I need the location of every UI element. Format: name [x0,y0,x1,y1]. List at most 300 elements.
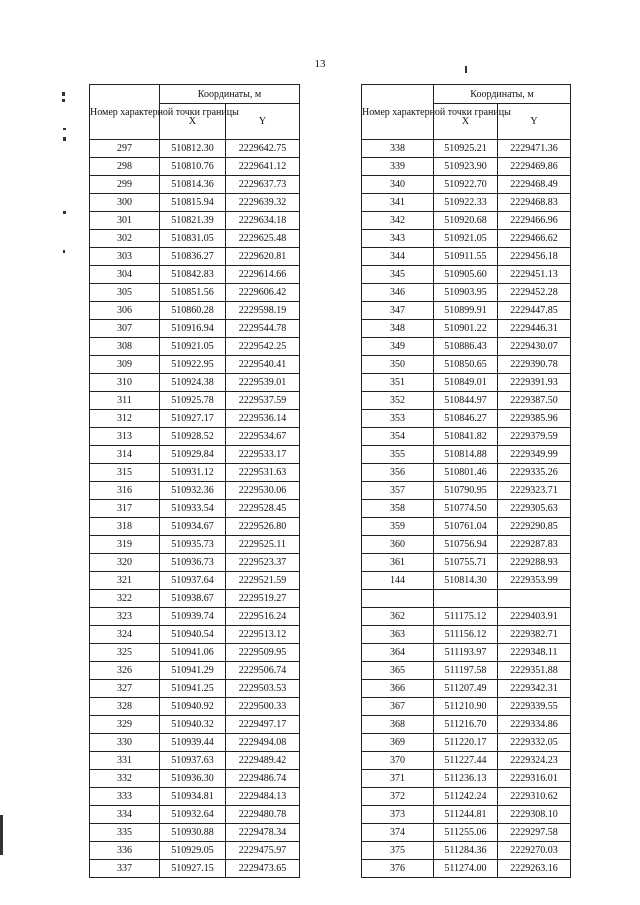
point-number-cell: 300 [90,194,160,212]
y-coordinate-cell: 2229447.85 [498,302,571,320]
y-coordinate-cell: 2229379.59 [498,428,571,446]
point-number-cell: 346 [362,284,434,302]
y-coordinate-cell: 2229351.88 [498,662,571,680]
coordinates-table-left [89,84,300,878]
x-coordinate-cell: 510903.95 [434,284,498,302]
x-coordinate-cell: 511236.13 [434,770,498,788]
x-coordinate-cell: 510938.67 [160,590,226,608]
header-x: X [160,104,226,140]
y-coordinate-cell: 2229323.71 [498,482,571,500]
scan-mark [62,92,65,96]
scan-mark [63,128,66,130]
table-row [90,824,300,842]
x-coordinate-cell: 511274.00 [434,860,498,878]
table-row [362,842,571,860]
y-coordinate-cell [498,590,571,608]
y-coordinate-cell: 2229475.97 [226,842,300,860]
table-row [90,194,300,212]
header-coordinates: Координаты, м [160,85,300,104]
x-coordinate-cell: 510927.17 [160,410,226,428]
y-coordinate-cell: 2229489.42 [226,752,300,770]
point-number-cell: 357 [362,482,434,500]
table-row [90,770,300,788]
point-number-cell: 361 [362,554,434,572]
table-row [362,824,571,842]
y-coordinate-cell: 2229385.96 [498,410,571,428]
x-coordinate-cell: 510934.81 [160,788,226,806]
point-number-cell: 354 [362,428,434,446]
point-number-cell: 368 [362,716,434,734]
y-coordinate-cell: 2229288.93 [498,554,571,572]
table-row [362,806,571,824]
y-coordinate-cell: 2229521.59 [226,572,300,590]
y-coordinate-cell: 2229342.31 [498,680,571,698]
x-coordinate-cell: 510935.73 [160,536,226,554]
x-coordinate-cell: 511242.24 [434,788,498,806]
y-coordinate-cell: 2229339.55 [498,698,571,716]
point-number-cell: 337 [90,860,160,878]
table-row [362,158,571,176]
page-number: 13 [314,58,326,70]
x-coordinate-cell: 510929.05 [160,842,226,860]
y-coordinate-cell: 2229382.71 [498,626,571,644]
table-row [90,320,300,338]
table-row [362,662,571,680]
y-coordinate-cell: 2229391.93 [498,374,571,392]
table-row [362,752,571,770]
x-coordinate-cell: 510924.38 [160,374,226,392]
header-coordinates: Координаты, м [434,85,571,104]
point-number-cell: 358 [362,500,434,518]
table-row [362,464,571,482]
point-number-cell: 351 [362,374,434,392]
table-row [90,698,300,716]
y-coordinate-cell: 2229466.62 [498,230,571,248]
point-number-cell: 309 [90,356,160,374]
x-coordinate-cell: 511227.44 [434,752,498,770]
y-coordinate-cell: 2229387.50 [498,392,571,410]
table-row [90,644,300,662]
point-number-cell: 324 [90,626,160,644]
x-coordinate-cell: 510801.46 [434,464,498,482]
x-coordinate-cell: 510939.44 [160,734,226,752]
table-row [362,734,571,752]
x-coordinate-cell: 511175.12 [434,608,498,626]
y-coordinate-cell: 2229305.63 [498,500,571,518]
table-row [362,338,571,356]
x-coordinate-cell: 511220.17 [434,734,498,752]
x-coordinate-cell: 510939.74 [160,608,226,626]
x-coordinate-cell [434,590,498,608]
x-coordinate-cell: 510899.91 [434,302,498,320]
table-row [362,536,571,554]
x-coordinate-cell: 510936.30 [160,770,226,788]
x-coordinate-cell: 510831.05 [160,230,226,248]
point-number-cell: 305 [90,284,160,302]
scan-mark [62,99,65,102]
table-row [362,194,571,212]
y-coordinate-cell: 2229480.78 [226,806,300,824]
y-coordinate-cell: 2229536.14 [226,410,300,428]
header-point-number: Номер характерной точки границы [362,85,434,140]
x-coordinate-cell: 510922.33 [434,194,498,212]
table-row [90,860,300,878]
table-row [90,158,300,176]
point-number-cell: 306 [90,302,160,320]
y-coordinate-cell: 2229390.78 [498,356,571,374]
point-number-cell: 297 [90,140,160,158]
y-coordinate-cell: 2229614.66 [226,266,300,284]
point-number-cell: 355 [362,446,434,464]
point-number-cell: 328 [90,698,160,716]
table-row [90,680,300,698]
point-number-cell: 332 [90,770,160,788]
point-number-cell: 308 [90,338,160,356]
y-coordinate-cell: 2229544.78 [226,320,300,338]
scan-mark [63,211,66,214]
point-number-cell: 302 [90,230,160,248]
coordinates-table-right [361,84,571,878]
point-number-cell: 367 [362,698,434,716]
y-coordinate-cell: 2229471.36 [498,140,571,158]
scan-edge [0,815,3,855]
point-number-cell: 322 [90,590,160,608]
point-number-cell: 352 [362,392,434,410]
x-coordinate-cell: 510814.30 [434,572,498,590]
table-row [90,842,300,860]
point-number-cell: 304 [90,266,160,284]
y-coordinate-cell: 2229509.95 [226,644,300,662]
point-number-cell: 318 [90,518,160,536]
y-coordinate-cell: 2229497.17 [226,716,300,734]
x-coordinate-cell: 510814.88 [434,446,498,464]
x-coordinate-cell: 510932.64 [160,806,226,824]
y-coordinate-cell: 2229519.27 [226,590,300,608]
y-coordinate-cell: 2229332.05 [498,734,571,752]
x-coordinate-cell: 510851.56 [160,284,226,302]
table-row [362,860,571,878]
point-number-cell: 144 [362,572,434,590]
x-coordinate-cell: 510756.94 [434,536,498,554]
x-coordinate-cell: 510921.05 [160,338,226,356]
table-row [90,716,300,734]
table-row [90,554,300,572]
x-coordinate-cell: 510761.04 [434,518,498,536]
x-coordinate-cell: 510901.22 [434,320,498,338]
point-number-cell: 329 [90,716,160,734]
x-coordinate-cell: 511207.49 [434,680,498,698]
table-row [90,392,300,410]
point-number-cell: 356 [362,464,434,482]
table-row [362,572,571,590]
point-number-cell: 307 [90,320,160,338]
table-row [362,374,571,392]
x-coordinate-cell: 510940.32 [160,716,226,734]
table-row [362,140,571,158]
point-number-cell: 345 [362,266,434,284]
x-coordinate-cell: 510812.30 [160,140,226,158]
table-row [362,176,571,194]
table-row [362,266,571,284]
point-number-cell: 319 [90,536,160,554]
y-coordinate-cell: 2229451.13 [498,266,571,284]
table-row [362,788,571,806]
x-coordinate-cell: 510929.84 [160,446,226,464]
point-number-cell: 348 [362,320,434,338]
table-row [90,338,300,356]
y-coordinate-cell: 2229430.07 [498,338,571,356]
x-coordinate-cell: 510941.06 [160,644,226,662]
x-coordinate-cell: 510925.21 [434,140,498,158]
y-coordinate-cell: 2229598.19 [226,302,300,320]
scan-mark [63,250,65,253]
x-coordinate-cell: 511255.06 [434,824,498,842]
y-coordinate-cell: 2229641.12 [226,158,300,176]
y-coordinate-cell: 2229637.73 [226,176,300,194]
x-coordinate-cell: 510923.90 [434,158,498,176]
x-coordinate-cell: 510927.15 [160,860,226,878]
x-coordinate-cell: 510925.78 [160,392,226,410]
point-number-cell: 342 [362,212,434,230]
y-coordinate-cell: 2229297.58 [498,824,571,842]
y-coordinate-cell: 2229403.91 [498,608,571,626]
point-number-cell: 316 [90,482,160,500]
x-coordinate-cell: 510937.63 [160,752,226,770]
table-row [90,788,300,806]
point-number-cell: 375 [362,842,434,860]
x-coordinate-cell: 510937.64 [160,572,226,590]
point-number-cell: 365 [362,662,434,680]
point-number-cell: 333 [90,788,160,806]
y-coordinate-cell: 2229486.74 [226,770,300,788]
x-coordinate-cell: 510774.50 [434,500,498,518]
table-row [362,410,571,428]
point-number-cell: 327 [90,680,160,698]
header-y: Y [226,104,300,140]
y-coordinate-cell: 2229625.48 [226,230,300,248]
x-coordinate-cell: 510940.92 [160,698,226,716]
point-number-cell: 369 [362,734,434,752]
table-row [362,716,571,734]
point-number-cell: 310 [90,374,160,392]
y-coordinate-cell: 2229290.85 [498,518,571,536]
table-row [90,608,300,626]
point-number-cell: 350 [362,356,434,374]
point-number-cell: 336 [90,842,160,860]
table-row [362,626,571,644]
y-coordinate-cell: 2229452.28 [498,284,571,302]
x-coordinate-cell: 510931.12 [160,464,226,482]
point-number-cell: 313 [90,428,160,446]
point-number-cell: 330 [90,734,160,752]
y-coordinate-cell: 2229468.83 [498,194,571,212]
y-coordinate-cell: 2229503.53 [226,680,300,698]
point-number-cell: 344 [362,248,434,266]
y-coordinate-cell: 2229528.45 [226,500,300,518]
header-y: Y [498,104,571,140]
table-row [90,572,300,590]
y-coordinate-cell: 2229534.67 [226,428,300,446]
table-row [362,518,571,536]
y-coordinate-cell: 2229516.24 [226,608,300,626]
y-coordinate-cell: 2229525.11 [226,536,300,554]
table-row [90,410,300,428]
y-coordinate-cell: 2229473.65 [226,860,300,878]
point-number-cell: 359 [362,518,434,536]
table-row [362,428,571,446]
point-number-cell: 311 [90,392,160,410]
point-number-cell: 362 [362,608,434,626]
point-number-cell: 334 [90,806,160,824]
y-coordinate-cell: 2229335.26 [498,464,571,482]
point-number-cell: 323 [90,608,160,626]
table-row [90,248,300,266]
x-coordinate-cell: 510860.28 [160,302,226,320]
point-number-cell: 372 [362,788,434,806]
y-coordinate-cell: 2229634.18 [226,212,300,230]
table-row [90,266,300,284]
table-row [90,662,300,680]
table-row [362,554,571,572]
y-coordinate-cell: 2229353.99 [498,572,571,590]
table-row [90,536,300,554]
y-coordinate-cell: 2229263.16 [498,860,571,878]
table-row [362,680,571,698]
y-coordinate-cell: 2229287.83 [498,536,571,554]
x-coordinate-cell: 510790.95 [434,482,498,500]
scan-mark [63,137,66,141]
y-coordinate-cell: 2229348.11 [498,644,571,662]
table-row [90,230,300,248]
point-number-cell: 299 [90,176,160,194]
point-number-cell: 353 [362,410,434,428]
table-row [362,698,571,716]
x-coordinate-cell: 510814.36 [160,176,226,194]
table-row [90,590,300,608]
table-row [90,284,300,302]
point-number-cell: 303 [90,248,160,266]
y-coordinate-cell: 2229494.08 [226,734,300,752]
x-coordinate-cell: 510921.05 [434,230,498,248]
x-coordinate-cell: 511210.90 [434,698,498,716]
y-coordinate-cell: 2229542.25 [226,338,300,356]
x-coordinate-cell: 510841.82 [434,428,498,446]
point-number-cell: 374 [362,824,434,842]
table-row [362,248,571,266]
table-row [90,626,300,644]
y-coordinate-cell: 2229334.86 [498,716,571,734]
table-row [90,176,300,194]
table-row [362,770,571,788]
y-coordinate-cell: 2229506.74 [226,662,300,680]
point-number-cell: 314 [90,446,160,464]
x-coordinate-cell: 510849.01 [434,374,498,392]
y-coordinate-cell: 2229531.63 [226,464,300,482]
y-coordinate-cell: 2229533.17 [226,446,300,464]
y-coordinate-cell: 2229310.62 [498,788,571,806]
point-number-cell: 341 [362,194,434,212]
x-coordinate-cell: 510922.70 [434,176,498,194]
x-coordinate-cell: 510941.29 [160,662,226,680]
x-coordinate-cell: 511284.36 [434,842,498,860]
table-row [362,482,571,500]
x-coordinate-cell: 510922.95 [160,356,226,374]
table-row [362,446,571,464]
table-row [90,806,300,824]
x-coordinate-cell: 511244.81 [434,806,498,824]
x-coordinate-cell: 510755.71 [434,554,498,572]
y-coordinate-cell: 2229513.12 [226,626,300,644]
x-coordinate-cell: 510836.27 [160,248,226,266]
x-coordinate-cell: 510815.94 [160,194,226,212]
y-coordinate-cell: 2229500.33 [226,698,300,716]
point-number-cell: 325 [90,644,160,662]
y-coordinate-cell: 2229540.41 [226,356,300,374]
x-coordinate-cell: 510934.67 [160,518,226,536]
x-coordinate-cell: 510916.94 [160,320,226,338]
scan-mark [465,66,467,73]
point-number-cell: 298 [90,158,160,176]
y-coordinate-cell: 2229469.86 [498,158,571,176]
point-number-cell: 338 [362,140,434,158]
y-coordinate-cell: 2229270.03 [498,842,571,860]
point-number-cell: 349 [362,338,434,356]
y-coordinate-cell: 2229324.23 [498,752,571,770]
point-number-cell: 320 [90,554,160,572]
point-number-cell: 360 [362,536,434,554]
table-row [90,464,300,482]
x-coordinate-cell: 510905.60 [434,266,498,284]
table-row [90,212,300,230]
point-number-cell: 364 [362,644,434,662]
table-row [90,428,300,446]
table-row [362,644,571,662]
table-row [90,302,300,320]
table-row [362,212,571,230]
table-row [362,284,571,302]
table-row [90,518,300,536]
point-number-cell: 301 [90,212,160,230]
table-row [90,482,300,500]
table-row [362,320,571,338]
y-coordinate-cell: 2229466.96 [498,212,571,230]
x-coordinate-cell: 510842.83 [160,266,226,284]
table-row-empty [362,590,571,608]
point-number-cell: 317 [90,500,160,518]
x-coordinate-cell: 511197.58 [434,662,498,680]
x-coordinate-cell: 511156.12 [434,626,498,644]
x-coordinate-cell: 510821.39 [160,212,226,230]
x-coordinate-cell: 510810.76 [160,158,226,176]
y-coordinate-cell: 2229446.31 [498,320,571,338]
y-coordinate-cell: 2229478.34 [226,824,300,842]
point-number-cell: 335 [90,824,160,842]
x-coordinate-cell: 510911.55 [434,248,498,266]
x-coordinate-cell: 510920.68 [434,212,498,230]
point-number-cell: 366 [362,680,434,698]
header-x: X [434,104,498,140]
point-number-cell: 312 [90,410,160,428]
x-coordinate-cell: 510932.36 [160,482,226,500]
table-row [362,608,571,626]
y-coordinate-cell: 2229484.13 [226,788,300,806]
table-row [362,230,571,248]
x-coordinate-cell: 510844.97 [434,392,498,410]
x-coordinate-cell: 510928.52 [160,428,226,446]
header-point-number: Номер характерной точки границы [90,85,160,140]
y-coordinate-cell: 2229620.81 [226,248,300,266]
point-number-cell: 331 [90,752,160,770]
